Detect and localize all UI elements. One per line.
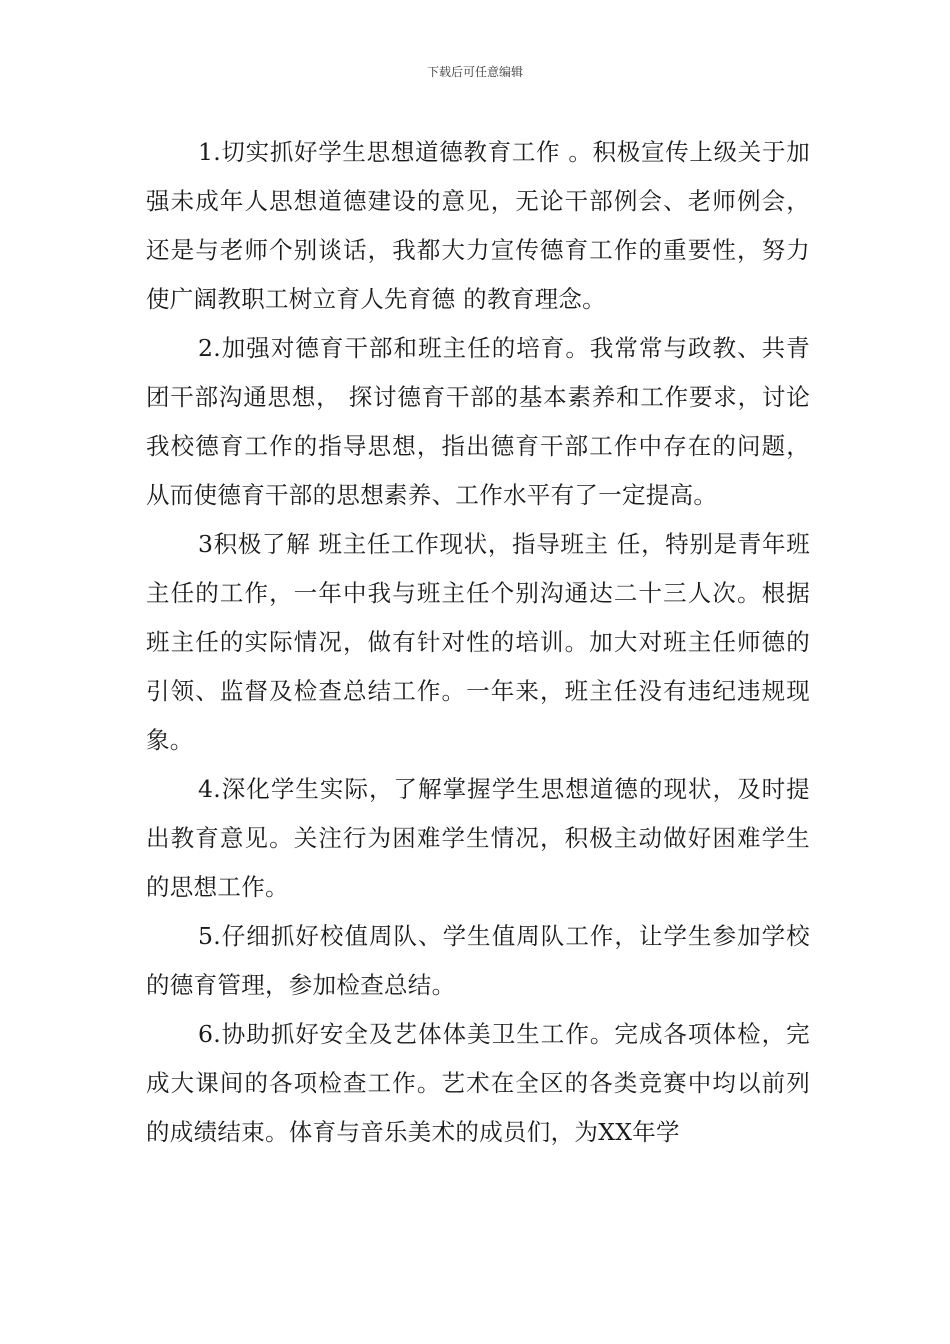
paragraph-1: 1.切实抓好学生思想道德教育工作 。积极宣传上级关于加强未成年人思想道德建设的意见，无论干部例会、老师例会，还是与老师个别谈话，我都大力宣传德育工作的重要性，努力使广阔教职工树立育人先育德 的教育理念。 bbox=[146, 138, 810, 313]
paragraph-2: 2.加强对德育干部和班主任的培育。我常常与政教、共青团干部沟通思想， 探讨德育干部的基本素养和工作要求，讨论我校德育工作的指导思想，指出德育干部工作中存在的问题，从而使德育干部的思想素养、工作水平有了一定提高。 bbox=[146, 334, 810, 509]
paragraph-4: 4.深化学生实际，了解掌握学生思想道德的现状，及时提出教育意见。关注行为困难学生情况，积极主动做好困难学生的思想工作。 bbox=[146, 775, 810, 901]
paragraph-5: 5.仔细抓好校值周队、学生值周队工作，让学生参加学校的德育管理，参加检查总结。 bbox=[146, 922, 810, 999]
document-body bbox=[146, 128, 810, 1157]
page-header: 下载后可任意编辑 bbox=[426, 65, 523, 79]
paragraph-3: 3积极了解 班主任工作现状，指导班主 任，特别是青年班主任的工作，一年中我与班主任个别沟通达二十三人次。根据班主任的实际情况，做有针对性的培训。加大对班主任师德的引领、监督及检查总结工作。一年来，班主任没有违纪违规现象。 bbox=[146, 530, 810, 754]
paragraph-6: 6.协助抓好安全及艺体体美卫生工作。完成各项体检，完成大课间的各项检查工作。艺术在全区的各类竞赛中均以前列的成绩结束。体育与音乐美术的成员们，为XX年学 bbox=[146, 1020, 810, 1146]
